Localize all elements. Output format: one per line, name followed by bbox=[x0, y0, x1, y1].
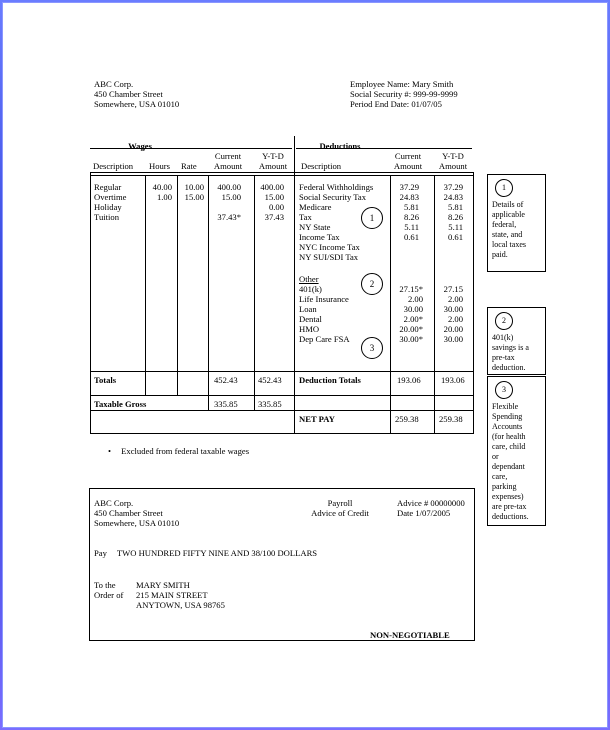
note-3-line: Spending bbox=[492, 412, 523, 421]
employee-ssn: Social Security #: 999-99-9999 bbox=[350, 89, 458, 99]
ded-current: 8.26 bbox=[403, 212, 419, 222]
footnote-bullet: • bbox=[108, 446, 112, 456]
ded-ytd: 30.00 bbox=[443, 304, 463, 314]
ded-other-current-column bbox=[391, 284, 423, 344]
note-box-3 bbox=[487, 376, 546, 526]
advice-payroll: Payroll bbox=[327, 498, 353, 508]
wages-col-hours bbox=[145, 175, 146, 395]
payee-city: ANYTOWN, USA 98765 bbox=[136, 600, 225, 610]
wages-current-column bbox=[209, 182, 241, 222]
ded-ytd: 2.00 bbox=[447, 314, 463, 324]
ded-description: Dental bbox=[299, 314, 322, 324]
advice-company-city: Somewhere, USA 01010 bbox=[94, 518, 180, 528]
note-3-line: care, child bbox=[492, 442, 526, 451]
wage-description: Holiday bbox=[94, 202, 122, 212]
wages-header-hours: Hours bbox=[149, 161, 171, 171]
wages-deductions-divider bbox=[294, 136, 295, 434]
ded-header-ytd-line1: Y-T-D bbox=[442, 151, 464, 161]
company-address bbox=[94, 79, 179, 109]
taxable-gross-label: Taxable Gross bbox=[94, 399, 147, 409]
wages-header-description: Description bbox=[93, 161, 134, 171]
note-3-line: Accounts bbox=[492, 422, 523, 431]
ded-description: Medicare bbox=[299, 202, 332, 212]
wage-ytd: 0.00 bbox=[268, 202, 284, 212]
wage-hours: 1.00 bbox=[156, 192, 172, 202]
ded-ytd: 20.00 bbox=[443, 324, 463, 334]
payee-street: 215 MAIN STREET bbox=[136, 590, 208, 600]
company-city: Somewhere, USA 01010 bbox=[94, 99, 180, 109]
note-1-line: federal, bbox=[492, 220, 517, 229]
net-pay-ytd: 259.38 bbox=[439, 414, 463, 424]
wages-ytd-column bbox=[255, 182, 284, 222]
wage-description: Tuition bbox=[94, 212, 120, 222]
wage-rate: 10.00 bbox=[184, 182, 204, 192]
table-right-border bbox=[473, 172, 474, 434]
ded-description: Dep Care FSA bbox=[299, 334, 350, 344]
netpay-bottom-rule bbox=[90, 433, 473, 434]
period-end-date: Period End Date: 01/07/05 bbox=[350, 99, 442, 109]
wages-header-current-line1: Current bbox=[214, 151, 242, 161]
ded-ytd: 5.11 bbox=[448, 222, 463, 232]
note-1-circle: 1 bbox=[495, 179, 513, 197]
advice-company-street: 450 Chamber Street bbox=[94, 508, 163, 518]
deduction-totals-label: Deduction Totals bbox=[299, 375, 361, 385]
marker-1-circle: 1 bbox=[361, 207, 383, 229]
wages-col-rate bbox=[177, 175, 178, 395]
wage-ytd: 37.43 bbox=[264, 212, 284, 222]
footnote-text: Excluded from federal taxable wages bbox=[121, 446, 250, 456]
advice-company-address bbox=[94, 498, 179, 528]
ded-description: NY SUI/SDI Tax bbox=[299, 252, 359, 262]
non-negotiable: NON-NEGOTIABLE bbox=[370, 630, 450, 640]
wages-totals-label: Totals bbox=[94, 375, 117, 385]
note-3-line: (for health bbox=[492, 432, 526, 441]
note-1-line: Details of bbox=[492, 200, 524, 209]
marker-2-circle: 2 bbox=[361, 273, 383, 295]
ded-other-label: Other bbox=[299, 274, 319, 284]
ded-current: 0.61 bbox=[403, 232, 419, 242]
ded-current: 2.00* bbox=[403, 314, 423, 324]
ded-description: NY State bbox=[299, 222, 331, 232]
wage-ytd: 15.00 bbox=[264, 192, 284, 202]
ded-ytd: 37.29 bbox=[443, 182, 463, 192]
wage-hours: 40.00 bbox=[152, 182, 172, 192]
note-2-line: deduction. bbox=[492, 363, 526, 372]
advice-of-credit: Advice of Credit bbox=[311, 508, 369, 518]
ded-description: Tax bbox=[299, 212, 312, 222]
pay-amount-words: TWO HUNDRED FIFTY NINE AND 38/100 DOLLARS bbox=[116, 548, 318, 558]
note-3-line: Flexible bbox=[492, 402, 519, 411]
wages-hours-column bbox=[146, 182, 172, 202]
company-street: 450 Chamber Street bbox=[94, 89, 163, 99]
order-of-label: Order of bbox=[94, 590, 124, 600]
ded-tax-ytd-column bbox=[435, 182, 463, 242]
table-left-border bbox=[90, 172, 91, 434]
ded-current: 30.00 bbox=[403, 304, 423, 314]
note-2-line: savings is a bbox=[492, 343, 529, 352]
note-3-line: dependant bbox=[492, 462, 525, 471]
employee-info bbox=[350, 79, 458, 109]
wages-description-column bbox=[94, 182, 144, 222]
ded-description: 401(k) bbox=[299, 284, 322, 294]
ded-header-description: Description bbox=[301, 161, 342, 171]
note-2-line: 401(k) bbox=[492, 333, 514, 342]
ded-current: 30.00* bbox=[399, 334, 423, 344]
employee-name: Employee Name: Mary Smith bbox=[350, 79, 454, 89]
ded-current: 27.15* bbox=[399, 284, 423, 294]
ded-header-ytd bbox=[434, 151, 472, 171]
deduction-totals-ytd: 193.06 bbox=[441, 375, 465, 385]
note-1-line: paid. bbox=[492, 250, 508, 259]
note-3-line: parking bbox=[492, 482, 517, 491]
ded-current: 37.29 bbox=[399, 182, 419, 192]
pay-label: Pay bbox=[94, 548, 107, 558]
footnote bbox=[108, 446, 249, 456]
wages-totals-current: 452.43 bbox=[214, 375, 238, 385]
note-3-circle: 3 bbox=[495, 381, 513, 399]
ded-ytd: 0.61 bbox=[447, 232, 463, 242]
note-box-1 bbox=[487, 174, 546, 272]
ded-current: 20.00* bbox=[399, 324, 423, 334]
note-box-2 bbox=[487, 307, 546, 375]
note-1-line: applicable bbox=[492, 210, 525, 219]
wages-header-current-line2: Amount bbox=[213, 161, 243, 171]
ded-header-current-line2: Amount bbox=[393, 161, 423, 171]
ded-current: 2.00 bbox=[407, 294, 423, 304]
company-name: ABC Corp. bbox=[94, 79, 134, 89]
net-pay-label: NET PAY bbox=[299, 414, 335, 424]
wage-current: 15.00 bbox=[221, 192, 241, 202]
note-1-line: local taxes bbox=[492, 240, 526, 249]
ded-ytd: 8.26 bbox=[447, 212, 463, 222]
header-rule-2 bbox=[90, 175, 473, 176]
wages-totals-ytd: 452.43 bbox=[258, 375, 282, 385]
ded-description: Life Insurance bbox=[299, 294, 349, 304]
marker-3-circle: 3 bbox=[361, 337, 383, 359]
ded-header-current bbox=[390, 151, 426, 171]
payee-address bbox=[136, 580, 225, 610]
wage-current bbox=[209, 202, 241, 212]
ded-header-ytd-line2: Amount bbox=[438, 161, 468, 171]
wage-rate: 15.00 bbox=[184, 192, 204, 202]
wage-description: Overtime bbox=[94, 192, 127, 202]
note-3-line: or bbox=[492, 452, 499, 461]
note-3-line: are pre-tax bbox=[492, 502, 527, 511]
note-3-line: care, bbox=[492, 472, 508, 481]
totals-top-rule bbox=[90, 371, 473, 372]
advice-number-date bbox=[397, 498, 465, 518]
ded-tax-current-column bbox=[391, 182, 419, 242]
note-3-line: expenses) bbox=[492, 492, 524, 501]
wages-header-ytd bbox=[254, 151, 292, 171]
pay-line bbox=[94, 548, 317, 558]
deduction-totals-current: 193.06 bbox=[397, 375, 421, 385]
note-1-line: state, and bbox=[492, 230, 523, 239]
advice-company-name: ABC Corp. bbox=[94, 498, 134, 508]
header-rule bbox=[90, 172, 473, 173]
wage-description: Regular bbox=[94, 182, 122, 192]
ded-description: Federal Withholdings bbox=[299, 182, 374, 192]
taxable-gross-ytd: 335.85 bbox=[258, 399, 282, 409]
ded-ytd: 30.00 bbox=[443, 334, 463, 344]
wage-ytd: 400.00 bbox=[260, 182, 284, 192]
taxable-bottom-rule bbox=[90, 410, 473, 411]
ded-header-current-line1: Current bbox=[394, 151, 422, 161]
ded-description: NYC Income Tax bbox=[299, 242, 360, 252]
totals-bottom-rule bbox=[90, 395, 473, 396]
advice-number: Advice # 00000000 bbox=[397, 498, 465, 508]
note-3-line: deductions. bbox=[492, 512, 529, 521]
ded-ytd: 5.81 bbox=[447, 202, 463, 212]
wage-current: 400.00 bbox=[217, 182, 241, 192]
ded-ytd: 2.00 bbox=[447, 294, 463, 304]
deductions-heading: Deductions bbox=[319, 141, 361, 151]
ded-description: Social Security Tax bbox=[299, 192, 367, 202]
note-2-circle: 2 bbox=[495, 312, 513, 330]
to-the-label: To the bbox=[94, 580, 116, 590]
wages-header-ytd-line1: Y-T-D bbox=[262, 151, 284, 161]
ded-current: 5.81 bbox=[403, 202, 419, 212]
wages-rate-column bbox=[178, 182, 204, 202]
ded-description: HMO bbox=[299, 324, 320, 334]
wage-current: 37.43* bbox=[217, 212, 241, 222]
wages-header-current bbox=[208, 151, 248, 171]
ded-ytd: 27.15 bbox=[443, 284, 463, 294]
wages-header-rate: Rate bbox=[181, 161, 197, 171]
ded-description: Loan bbox=[299, 304, 317, 314]
ded-description: Income Tax bbox=[299, 232, 340, 242]
ded-current: 5.11 bbox=[404, 222, 419, 232]
wages-heading: Wages bbox=[128, 141, 152, 151]
ded-current: 24.83 bbox=[399, 192, 419, 202]
advice-date: Date 1/07/2005 bbox=[397, 508, 451, 518]
ded-other-ytd-column bbox=[435, 284, 463, 344]
to-the-order-of bbox=[94, 580, 123, 600]
wages-header-ytd-line2: Amount bbox=[258, 161, 288, 171]
note-2-line: pre-tax bbox=[492, 353, 515, 362]
taxable-gross-current: 335.85 bbox=[214, 399, 238, 409]
net-pay-current: 259.38 bbox=[395, 414, 419, 424]
advice-title bbox=[300, 498, 380, 518]
payee-name: MARY SMITH bbox=[136, 580, 190, 590]
ded-ytd: 24.83 bbox=[443, 192, 463, 202]
